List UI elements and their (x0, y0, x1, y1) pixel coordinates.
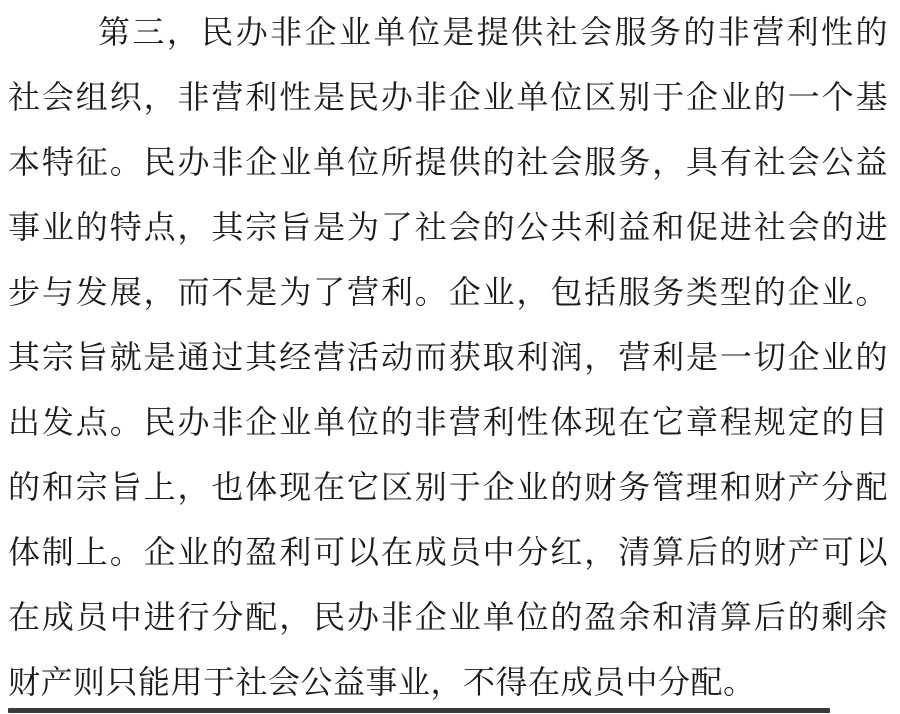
text-line-2: 社会组织，非营利性是民办非企业单位区别于企业的一个基 (8, 79, 888, 115)
text-line-9: 体制上。企业的盈利可以在成员中分红，清算后的财产可以 (8, 534, 888, 570)
text-line-5: 步与发展，而不是为了营利。企业，包括服务类型的企业。 (8, 274, 888, 310)
text-line-6: 其宗旨就是通过其经营活动而获取利润，营利是一切企业的 (8, 339, 888, 375)
text-line-3: 本特征。民办非企业单位所提供的社会服务，具有社会公益 (8, 144, 888, 180)
text-line-8: 的和宗旨上，也体现在它区别于企业的财务管理和财产分配 (8, 469, 888, 505)
cropped-content-bar (8, 708, 830, 713)
text-line-7: 出发点。民办非企业单位的非营利性体现在它章程规定的目 (8, 404, 888, 440)
text-line-10: 在成员中进行分配，民办非企业单位的盈余和清算后的剩余 (8, 599, 888, 635)
paragraph (8, 0, 888, 714)
text-line-4: 事业的特点，其宗旨是为了社会的公共利益和促进社会的进 (8, 209, 888, 245)
text-line-11: 财产则只能用于社会公益事业，不得在成员中分配。 (8, 664, 756, 700)
text-line-1: 第三，民办非企业单位是提供社会服务的非营利性的 (98, 14, 888, 50)
